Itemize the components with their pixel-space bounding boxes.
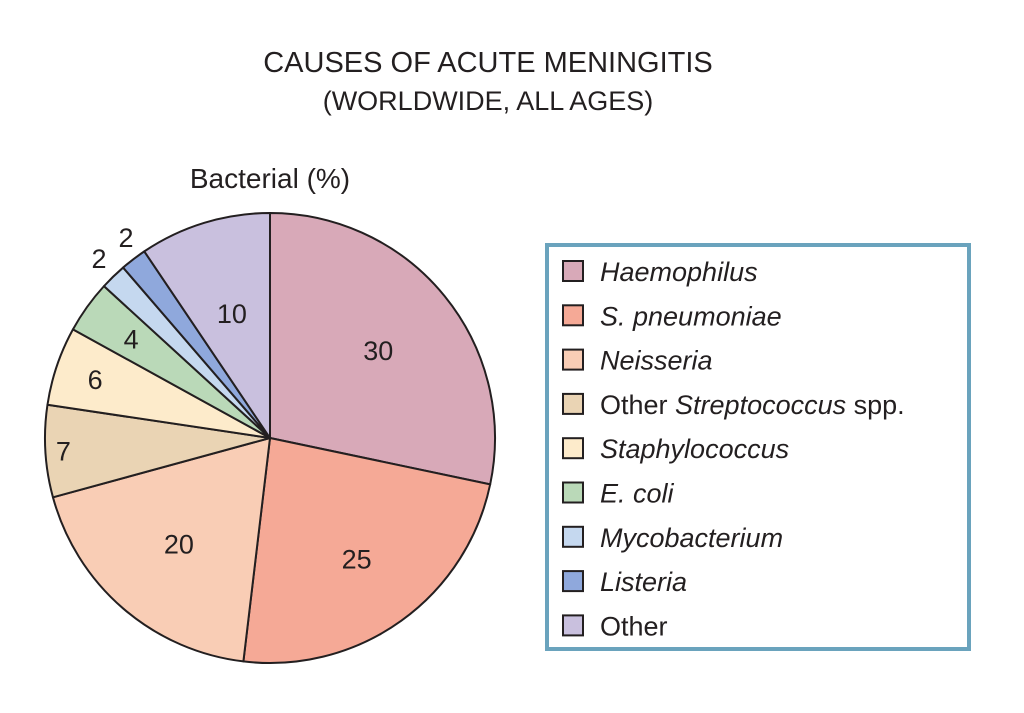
legend-swatch (563, 527, 583, 547)
pie-slices (45, 213, 495, 663)
slice-value-label: 20 (163, 529, 194, 560)
pie-label: Bacterial (%) (189, 163, 351, 194)
legend-label: Mycobacterium (600, 522, 784, 553)
legend-swatch (563, 615, 583, 635)
slice-value-label: 30 (363, 336, 394, 367)
legend-swatch (563, 483, 583, 503)
slice-value-label: 10 (216, 299, 247, 330)
chart-subtitle: (WORLDWIDE, ALL AGES) (322, 86, 654, 116)
legend-label: Staphylococcus (600, 434, 790, 465)
slice-value-label: 2 (118, 223, 134, 253)
legend-label: Other Streptococcus spp. (600, 389, 905, 420)
slice-value-label: 25 (341, 544, 372, 575)
slice-value-label: 6 (87, 364, 103, 395)
legend-label: Neisseria (600, 345, 713, 376)
legend-swatch (563, 571, 583, 591)
legend-swatch (563, 394, 583, 414)
legend-swatch (563, 438, 583, 458)
legend-label: Listeria (600, 567, 688, 598)
legend-swatch (563, 350, 583, 370)
slice-value-label: 7 (55, 436, 71, 467)
legend-swatch (563, 305, 583, 325)
legend-label: E. coli (600, 478, 674, 509)
chart-title: CAUSES OF ACUTE MENINGITIS (263, 47, 713, 79)
legend-label: S. pneumoniae (600, 301, 782, 332)
legend-swatch (563, 261, 583, 281)
slice-value-label: 4 (123, 324, 139, 355)
legend-label: Other (600, 611, 668, 642)
slice-value-label: 2 (91, 244, 107, 274)
legend-label: Haemophilus (600, 257, 758, 287)
